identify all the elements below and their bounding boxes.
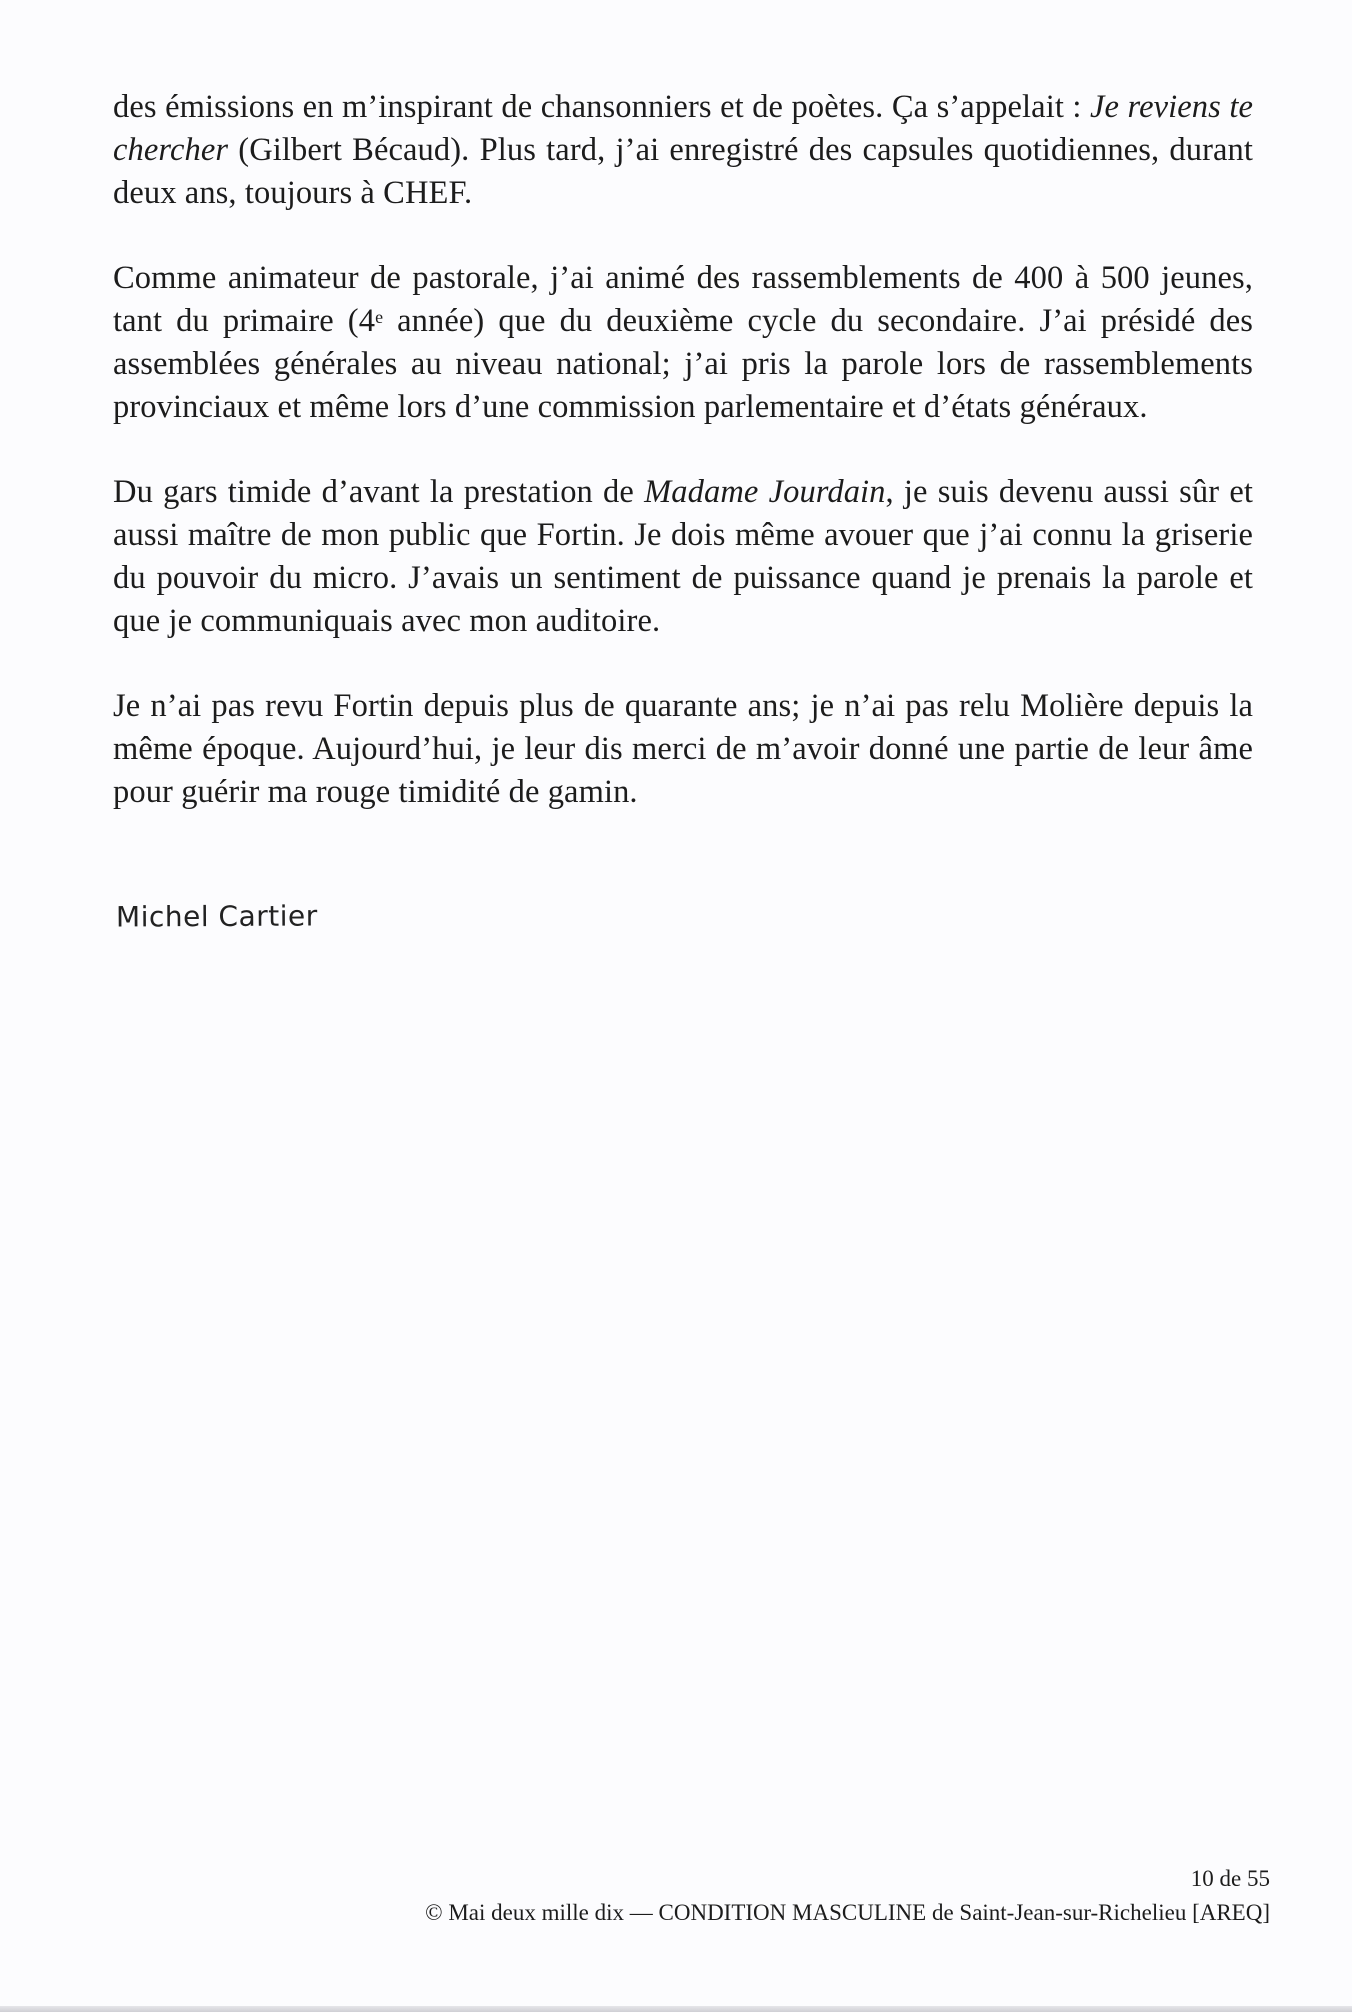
paragraph-1-text-end: (Gilbert Bécaud). Plus tard, j’ai enregistré des capsules quotidiennes, durant deux ans, toujours à CHEF.: [113, 132, 1253, 211]
play-title: Madame Jourdain: [644, 474, 886, 510]
paragraph-4: [113, 685, 1253, 814]
song-title: Je reviens te chercher: [113, 89, 1253, 168]
scan-page-edge: [0, 2006, 1352, 2012]
page-number: 10 de 55: [1190, 1866, 1270, 1891]
paragraph-3: [113, 471, 1253, 643]
document-body: [113, 86, 1253, 814]
copyright-line: © Mai deux mille dix — CONDITION MASCULINE de Saint-Jean-sur-Richelieu [AREQ]: [425, 1900, 1270, 1925]
paragraph-3-text-start: Du gars timide d’avant la prestation de: [113, 474, 645, 510]
paragraph-1-text-start: des émissions en m’inspirant de chansonniers et de poètes. Ça s’appelait :: [113, 89, 1091, 125]
paragraph-2-text-start: Comme animateur de pastorale, j’ai animé des rassemblements de 400 à 500 jeunes, tant du primaire (4: [113, 260, 1253, 339]
paragraph-1: [113, 86, 1253, 215]
paragraph-3-text-end: , je suis devenu aussi sûr et aussi maître de mon public que Fortin. Je dois même avouer que j’ai connu la griserie du pouvoir du micro. J’avais un sentiment de puissance quand je prenais la parole et que je communiquais avec mon auditoire.: [113, 474, 1253, 639]
paragraph-4-text: Je n’ai pas revu Fortin depuis plus de quarante ans; je n’ai pas relu Molière depuis la même époque. Aujourd’hui, je leur dis merci de m’avoir donné une partie de leur âme pour guérir ma rouge timidité de gamin.: [113, 688, 1253, 810]
page-footer: [425, 1862, 1270, 1930]
paragraph-2-text-end: année) que du deuxième cycle du secondaire. J’ai présidé des assemblées générales au niveau national; j’ai pris la parole lors de rassemblements provinciaux et même lors d’une commission parlementaire et d’états généraux.: [113, 303, 1253, 425]
author-signature: Michel Cartier: [115, 899, 318, 934]
ordinal-superscript: e: [375, 307, 384, 327]
paragraph-2: [113, 257, 1253, 429]
